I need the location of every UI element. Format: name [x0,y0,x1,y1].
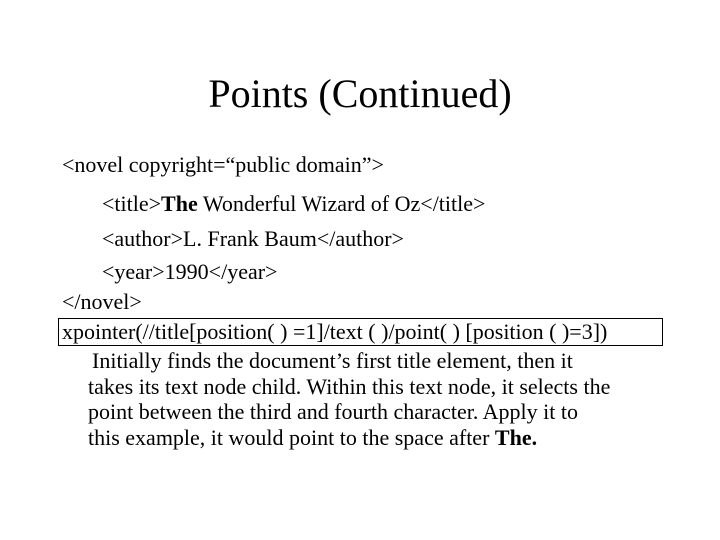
explanation-line-4 [88,425,688,451]
explanation-line-1: Initially finds the document’s first title element, then it [92,348,573,373]
xpointer-expression: xpointer(//title[position( ) =1]/text ( )/point( ) [position ( )=3]) [58,318,663,346]
explanation-line-4-prefix: this example, it would point to the space after [88,424,495,450]
slide-title: Points (Continued) [208,71,512,116]
explanation-line-3: point between the third and fourth character. Apply it to [88,399,578,424]
xml-title-open: <title> [102,191,162,216]
explanation-text [88,348,688,450]
xml-author-line: <author>L. Frank Baum</author> [102,226,404,251]
xml-year-line: <year>1990</year> [102,259,278,284]
xml-title-line [102,191,485,217]
xml-title-bold: The [161,191,198,216]
xml-novel-open: <novel copyright=“public domain”> [62,152,384,177]
explanation-line-2: takes its text node child. Within this text node, it selects the [88,373,611,399]
xml-title-rest: Wonderful Wizard of Oz</title> [197,191,486,216]
explanation-line-4-bold: The. [494,424,538,450]
xml-novel-close: </novel> [62,289,142,314]
